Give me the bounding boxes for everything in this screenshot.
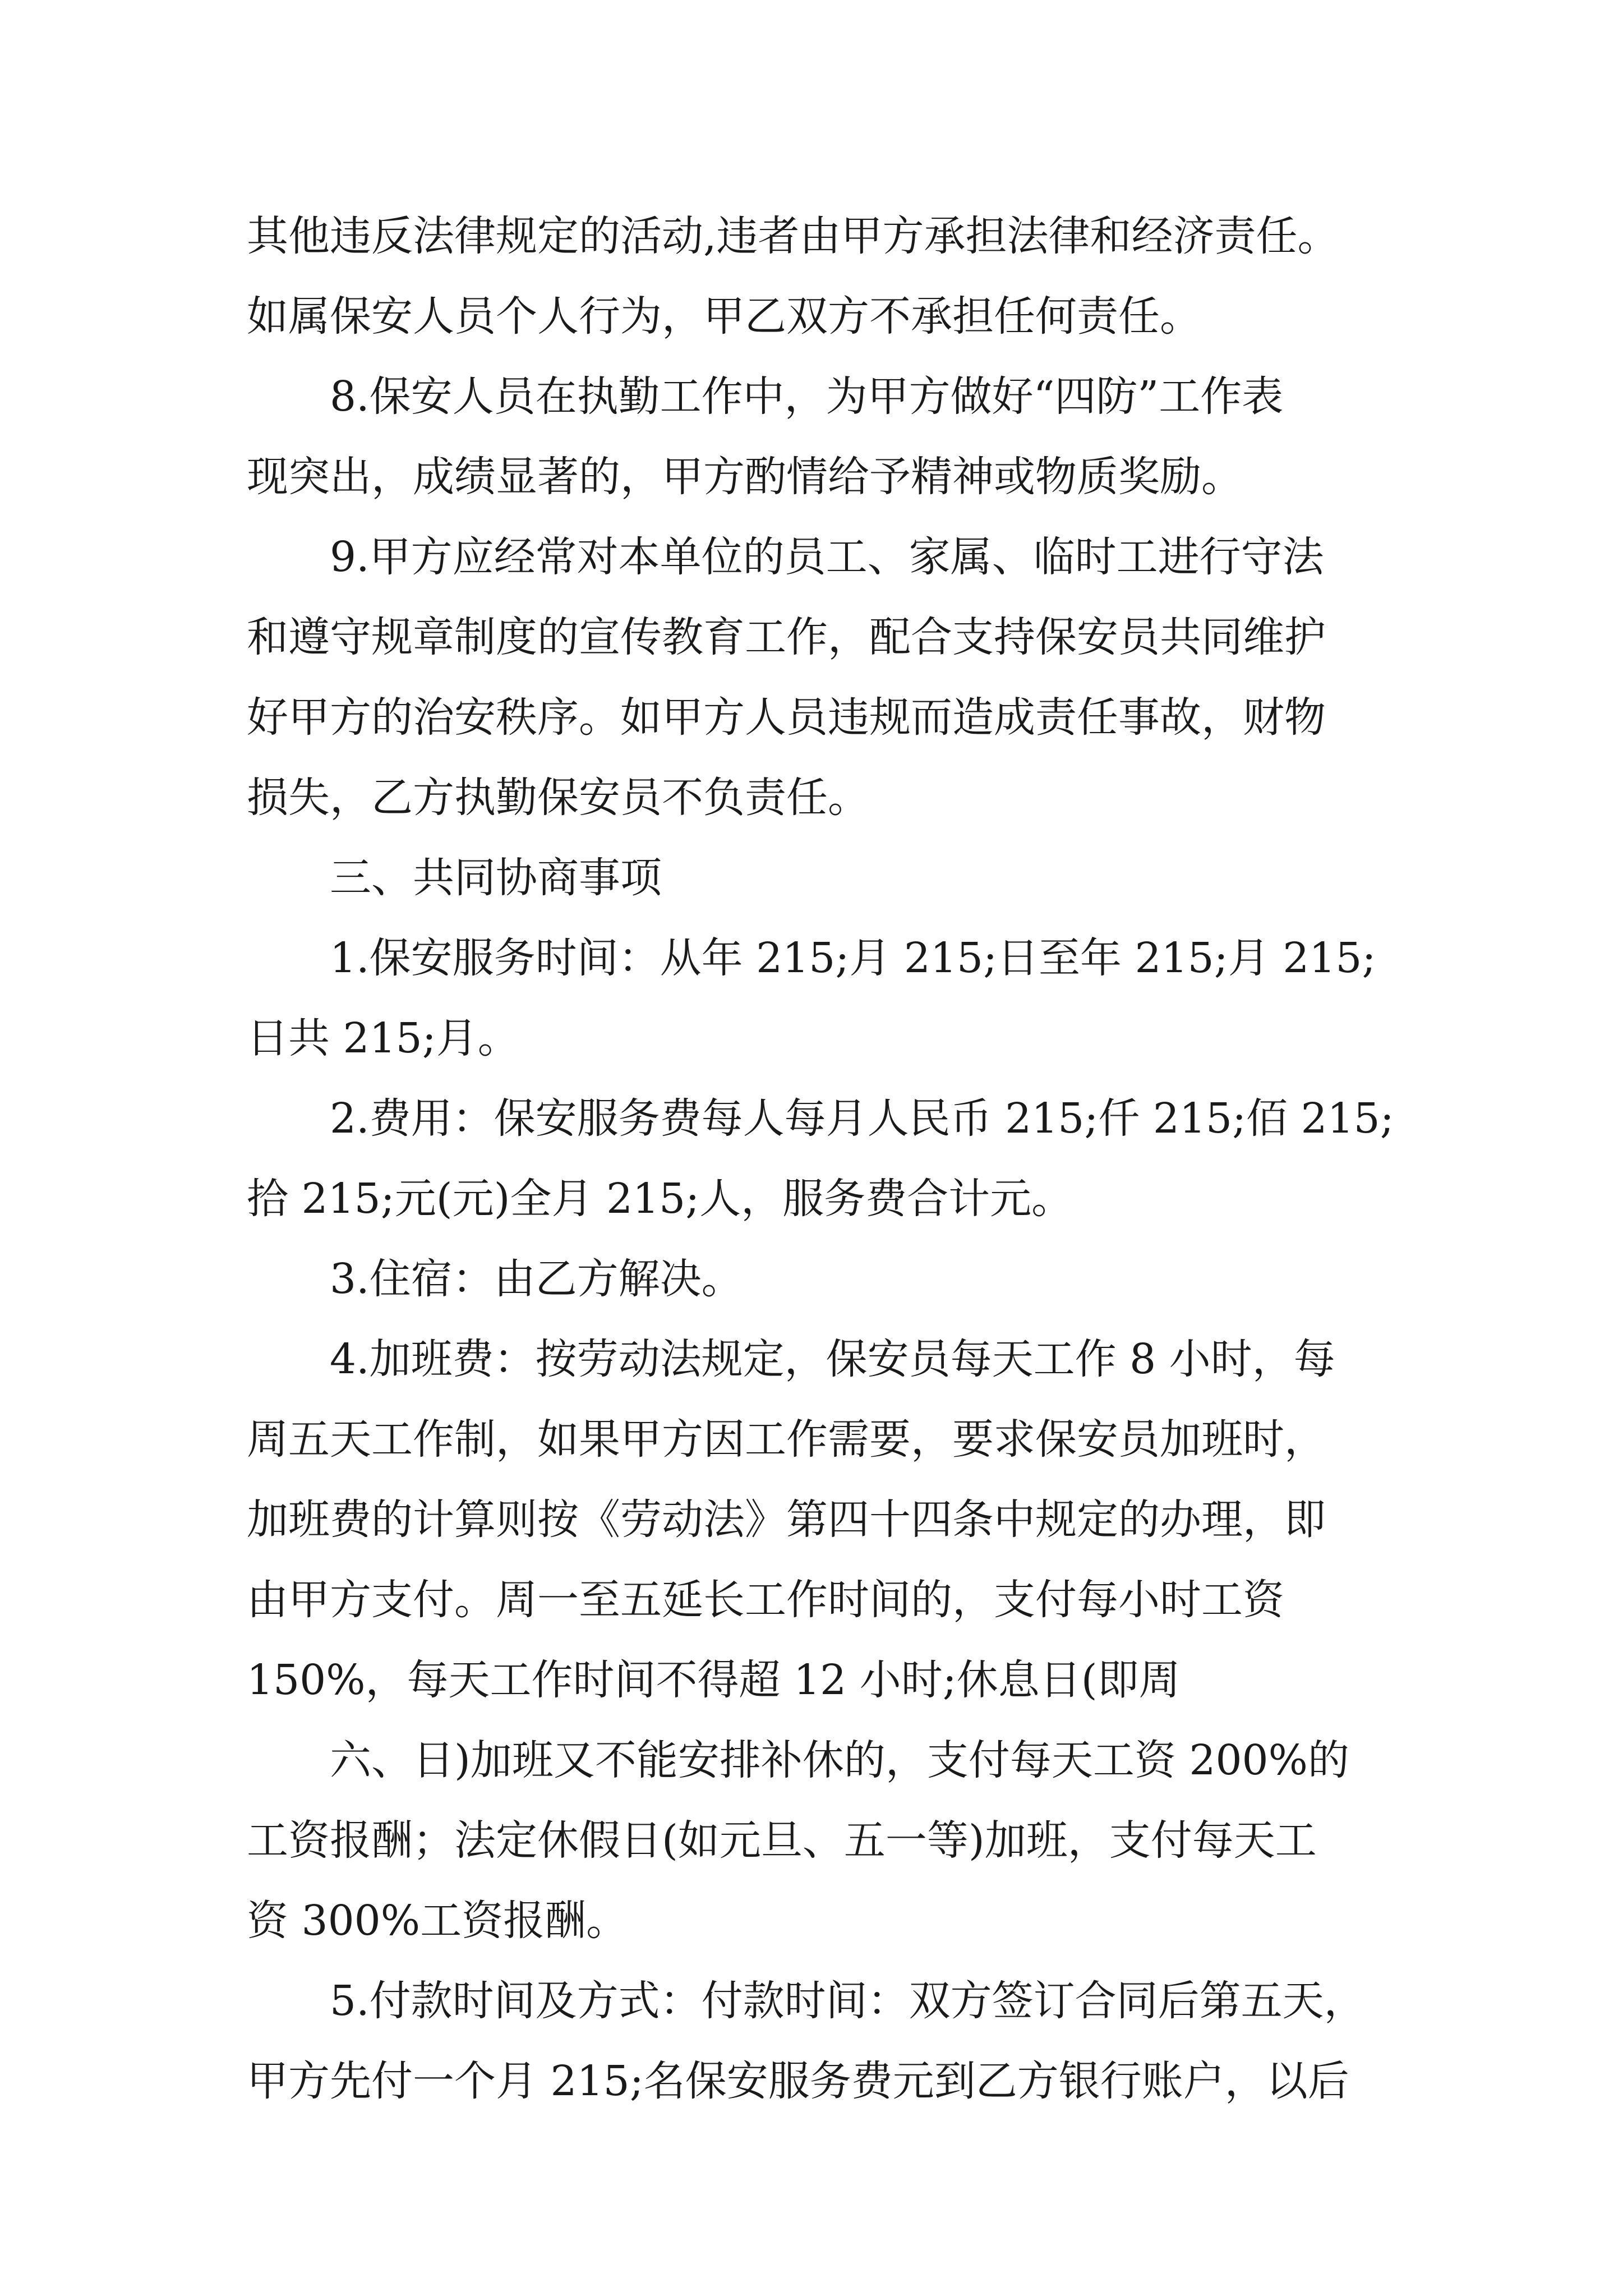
text-line-12: 2.费用：保安服务费每人每月人民币 215;仟 215;佰 215; xyxy=(330,1094,1394,1143)
text-line-19: 150%，每天工作时间不得超 12 小时;休息日(即周 xyxy=(247,1656,1181,1704)
text-line-11: 日共 215;月。 xyxy=(247,1014,519,1062)
text-line-8: 损失，乙方执勤保安员不负责任。 xyxy=(247,774,869,822)
text-line-2: 如属保安人员个人行为，甲乙双方不承担任何责任。 xyxy=(247,292,1201,341)
text-line-23: 5.付款时间及方式：付款时间：双方签订合同后第五天， xyxy=(330,1977,1366,2025)
text-line-6: 和遵守规章制度的宣传教育工作，配合支持保安员共同维护 xyxy=(247,613,1326,661)
text-line-4: 现突出，成绩显著的，甲方酌情给予精神或物质奖励。 xyxy=(247,453,1243,501)
text-line-1: 其他违反法律规定的活动,违者由甲方承担法律和经济责任。 xyxy=(247,212,1339,260)
text-line-14: 3.住宿：由乙方解决。 xyxy=(330,1255,743,1303)
text-line-22: 资 300%工资报酬。 xyxy=(247,1897,628,1945)
text-line-9: 三、共同协商事项 xyxy=(330,854,662,902)
text-line-16: 周五天工作制，如果甲方因工作需要，要求保安员加班时， xyxy=(247,1415,1326,1464)
text-line-13: 拾 215;元(元)全月 215;人，服务费合计元。 xyxy=(247,1175,1073,1223)
contract-text-body xyxy=(247,196,1447,2122)
text-line-20: 六、日)加班又不能安排补休的，支付每天工资 200%的 xyxy=(330,1736,1349,1784)
text-line-10: 1.保安服务时间：从年 215;月 215;日至年 215;月 215; xyxy=(330,934,1376,982)
text-line-17: 加班费的计算则按《劳动法》第四十四条中规定的办理，即 xyxy=(247,1496,1326,1544)
text-line-3: 8.保安人员在执勤工作中，为甲方做好“四防”工作表 xyxy=(330,372,1284,421)
text-line-7: 好甲方的治安秩序。如甲方人员违规而造成责任事故，财物 xyxy=(247,693,1326,742)
text-line-15: 4.加班费：按劳动法规定，保安员每天工作 8 小时，每 xyxy=(330,1335,1335,1383)
text-line-18: 由甲方支付。周一至五延长工作时间的，支付每小时工资 xyxy=(247,1576,1284,1624)
text-line-5: 9.甲方应经常对本单位的员工、家属、临时工进行守法 xyxy=(330,533,1324,581)
text-line-24: 甲方先付一个月 215;名保安服务费元到乙方银行账户，以后 xyxy=(247,2057,1349,2105)
text-line-21: 工资报酬；法定休假日(如元旦、五一等)加班，支付每天工 xyxy=(247,1816,1317,1865)
